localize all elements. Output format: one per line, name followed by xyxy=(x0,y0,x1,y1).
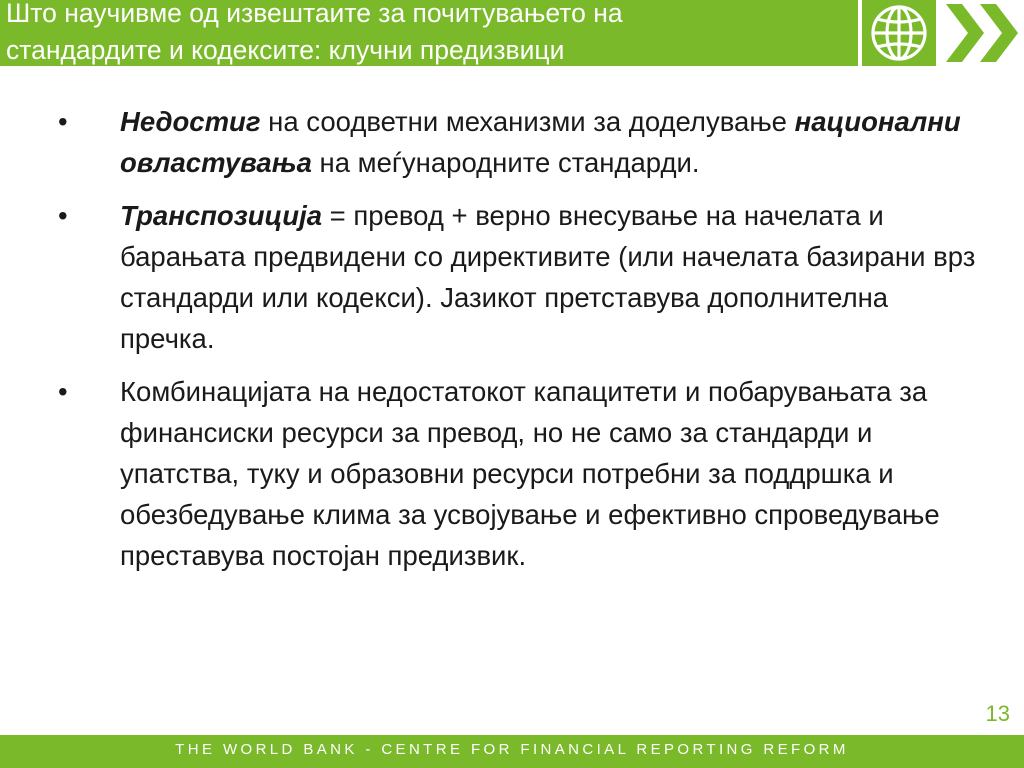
slide-title: Што научивме од извештаите за почитувањето на стандардите и кодексите: клучни предизвици xyxy=(6,0,623,65)
footer-text: THE WORLD BANK - CENTRE FOR FINANCIAL REPORTING REFORM xyxy=(175,741,849,758)
double-chevron-right-icon xyxy=(940,0,1024,66)
bullet-text xyxy=(120,101,978,183)
header-bar xyxy=(0,0,858,66)
bullet-item xyxy=(58,101,978,183)
body-text: = превод + верно внесување на начелата и барањата предвидени со директивите (или начелата базирани врз стандарди или кодекси). Јазикот претставува дополнителна пречка. xyxy=(120,200,976,354)
footer-bar xyxy=(0,735,1024,768)
bullet-text xyxy=(120,371,978,576)
bullet-item xyxy=(58,195,978,359)
body-text: на меѓународните стандарди. xyxy=(311,147,700,178)
page-number: 13 xyxy=(985,701,1010,726)
world-bank-globe-icon xyxy=(862,0,936,66)
bullet-text xyxy=(120,195,978,359)
world-bank-logo xyxy=(862,0,936,66)
bullet-marker: • xyxy=(58,106,68,137)
bullet-marker: • xyxy=(58,376,68,407)
bullet-marker: • xyxy=(58,200,68,231)
emphasis-text: Недостиг xyxy=(120,106,261,137)
bullet-item xyxy=(58,371,978,576)
bullet-list xyxy=(58,101,978,588)
body-text: на соодветни механизми за доделување xyxy=(260,106,795,137)
emphasis-text: национални овластувања xyxy=(120,106,961,178)
emphasis-text: Транспозиција xyxy=(120,200,323,231)
body-text: Комбинацијата на недостатокот капацитети и побарувањата за финансиски ресурси за превод, но не само за стандарди и упатства, туку и образовни ресурси потребни за поддршка и обезбедување клима за усвојување и ефективно спроведување преставува постојан предизвик. xyxy=(120,376,940,571)
